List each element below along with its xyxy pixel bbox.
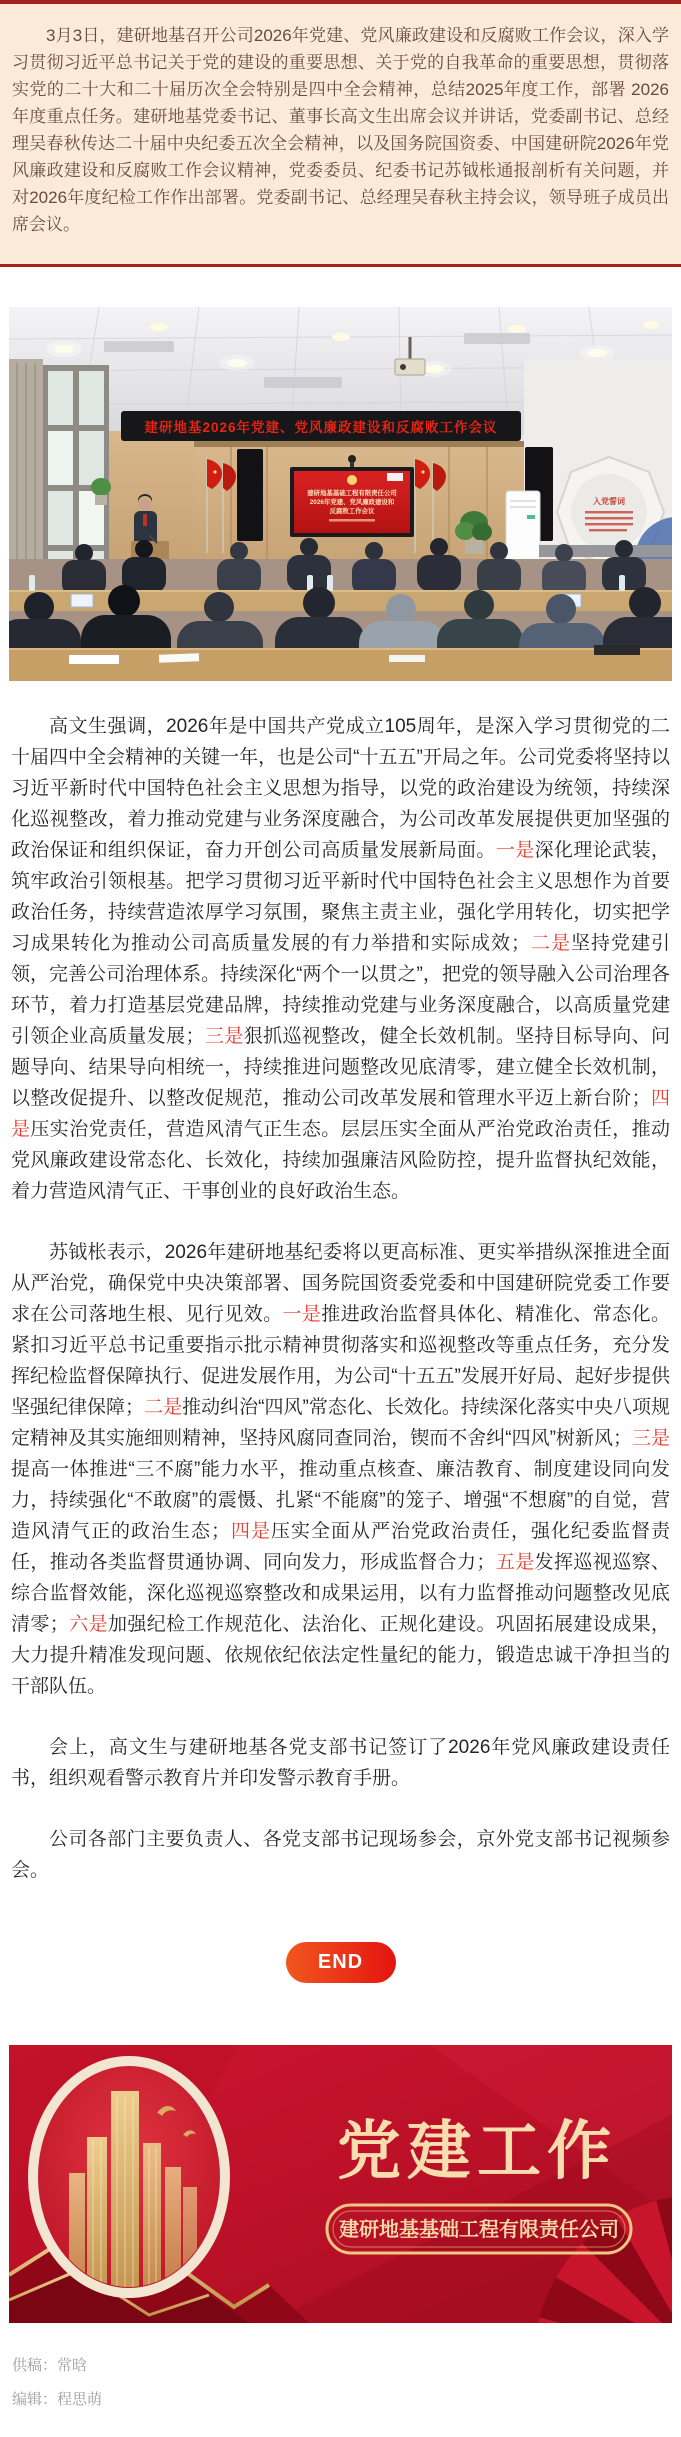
end-badge: END <box>286 1942 396 1983</box>
text-segment: 压实全面从严治党政治责任，强化纪委监督责任，推动各类监督贯通协调、同向发力，形成监督合力； <box>11 1521 670 1573</box>
text-segment: 压实治党责任，营造风清气正生态。层层压实全面从严治党政治责任，推动党风廉政建设常态化、长效化，持续加强廉洁风险防控，提升监督执纪效能，着力营造风清气正、干事创业的良好政治生态。 <box>11 1119 670 1202</box>
editor-line: 编辑：程思萌 <box>12 2391 103 2408</box>
led-banner <box>121 411 521 441</box>
article-paragraph <box>11 1732 670 1794</box>
screen-line-1: 建研地基基础工程有限责任公司 <box>307 490 397 497</box>
text-segment: 深化理论武装，筑牢政治引领根基。把学习贯彻习近平新时代中国特色社会主义思想作为首要政治任务，持续营造浓厚学习氛围，聚焦主责主业，强化学用转化，切实把学习成果转化为推动公司高质量发展的有力举措和实际成效； <box>11 840 670 954</box>
text-segment: 发挥巡视巡察、综合监督效能，深化巡视巡察整改和成果运用，以有力监督推动问题整改见底清零； <box>11 1552 670 1635</box>
screen-line-2: 2026年党建、党风廉政建设和 <box>309 499 395 506</box>
text-segment: 苏钺枨表示，2026年建研地基纪委将以更高标准、更实举措纵深推进全面从严治党，确保党中央决策部署、国务院国资委党委和中国建研院党委工作要求在公司落地生根、见行见效。 <box>11 1242 670 1325</box>
banner-title: 党建工作 <box>337 2115 617 2187</box>
highlight-segment: 三是 <box>204 1026 244 1047</box>
end-divider <box>0 1942 681 1983</box>
lead-highlight-box <box>0 0 681 267</box>
lead-paragraph: 3月3日，建研地基召开公司2026年党建、党风廉政建设和反腐败工作会议，深入学习贯彻习近平总书记关于党的建设的重要思想、关于党的自我革命的重要思想，贯彻落实党的二十大和二十届历次全会特别是四中全会精神，总结2025年度工作，部署 2026 年度重点任务。建研地基党委书记、董事长高文生出席会议并讲话，党委副书记、总经理吴春秋传达二十届中央纪委五次全会精神，以及国务院国资委、中国建研院2026年党风廉政建设和反腐败工作会议精神，党委委员、纪委书记苏钺枨通报剖析有关问题，并对2026年度纪检工作作出部署。党委副书记、总经理吴春秋主持会议，领导班子成员出席会议。 <box>12 26 669 234</box>
contributor-line: 供稿：常晗 <box>12 2357 88 2374</box>
company-name: 建研地基基础工程有限责任公司 <box>339 2219 619 2241</box>
text-segment: 公司各部门主要负责人、各党支部书记现场参会，京外党支部书记视频参会。 <box>11 1829 670 1881</box>
banner-illustration <box>9 2045 672 2323</box>
city-badge <box>33 2061 225 2293</box>
article-paragraph <box>11 1237 670 1702</box>
text-segment: 提高一体推进“三不腐”能力水平，推动重点核查、廉洁教育、制度建设同向发力，持续强化“不敢腐”的震慑、扎紧“不能腐”的笼子、增强“不想腐”的自觉，营造风清气正的政治生态； <box>11 1459 670 1542</box>
text-segment: 高文生强调，2026年是中国共产党成立105周年，是深入学习贯彻党的二十届四中全会精神的关键一年，也是公司“十五五”开局之年。公司党委将坚持以习近平新时代中国特色社会主义思想为指导，以党的政治建设为统领，持续深化巡视整改，着力推动党建与业务深度融合，为公司改革发展提供更加坚强的政治保证和组织保证，奋力开创公司高质量发展新局面。 <box>11 716 670 861</box>
highlight-segment: 二是 <box>529 933 571 954</box>
highlight-segment: 一是 <box>495 840 535 861</box>
text-segment: 推进政治监督具体化、精准化、常态化。紧扣习近平总书记重要指示批示精神贯彻落实和巡视整改等重点任务，充分发挥纪检监督保障执行、促进发展作用，为公司“十五五”发展开好局、起好步提供坚强纪律保障； <box>11 1304 670 1418</box>
highlight-segment: 一是 <box>282 1304 322 1325</box>
led-banner-text: 建研地基2026年党建、党风廉政建设和反腐败工作会议 <box>144 420 498 435</box>
text-segment: 加强纪检工作规范化、法治化、正规化建设。巩固拓展建设成果，大力提升精准发现问题、依规依纪依法定性量纪的能力，锻造忠诚干净担当的干部队伍。 <box>11 1614 670 1697</box>
screen-line-3: 反腐败工作会议 <box>329 508 375 515</box>
meeting-photo <box>9 307 672 681</box>
text-segment: 会上，高文生与建研地基各党支部书记签订了2026年党风廉政建设责任书，组织观看警示教育片并印发警示教育手册。 <box>11 1737 670 1789</box>
highlight-segment: 四是 <box>230 1521 271 1542</box>
credits-footer <box>0 2353 681 2437</box>
party-building-banner <box>9 2045 672 2323</box>
projector-screen <box>290 455 414 537</box>
text-segment: 狠抓巡视整改，健全长效机制。坚持目标导向、问题导向、结果导向相统一，持续推进问题整改见底清零，建立健全长效机制，以整改促提升、以整改促规范，推动公司改革发展和管理水平迈上新台阶； <box>11 1026 670 1109</box>
article-body <box>0 711 681 1886</box>
article-paragraph <box>11 711 670 1207</box>
highlight-segment: 四是 <box>11 1088 670 1140</box>
highlight-segment: 二是 <box>144 1397 183 1418</box>
text-segment: 坚持党建引领，完善公司治理体系。持续深化“两个一以贯之”，把党的领导融入公司治理各环节，着力打造基层党建品牌，持续推动党建与业务深度融合，以高质量党建引领企业高质量发展； <box>11 933 670 1047</box>
highlight-segment: 三是 <box>631 1428 670 1449</box>
meeting-photo-illustration <box>9 307 672 681</box>
highlight-segment: 六是 <box>68 1614 108 1635</box>
wall-poster-title: 入党誓词 <box>593 497 625 506</box>
highlight-segment: 五是 <box>495 1552 535 1573</box>
article-paragraph <box>11 1824 670 1886</box>
text-segment: 推动纠治“四风”常态化、长效化。持续深化落实中央八项规定精神及其实施细则精神，坚持风腐同查同治，锲而不舍纠“四风”树新风； <box>11 1397 670 1449</box>
